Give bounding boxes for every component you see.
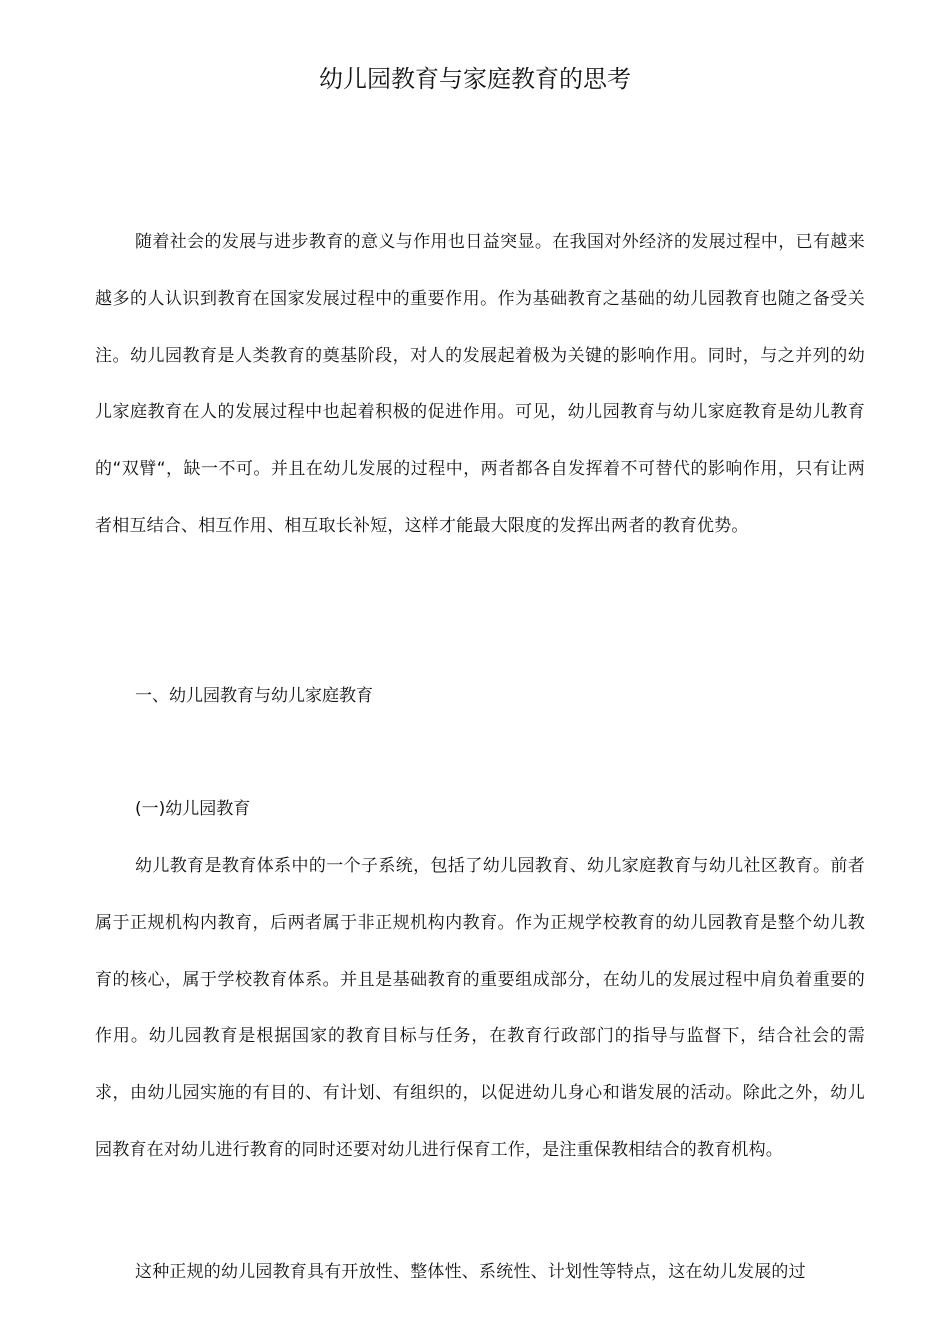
subsection-heading: (一)幼儿园教育 bbox=[135, 799, 251, 819]
intro-paragraph: 随着社会的发展与进步教育的意义与作用也日益突显。在我国对外经济的发展过程中，已有越来越多的人认识到教育在国家发展过程中的重要作用。作为基础教育之基础的幼儿园教育也随之备受关注。幼儿园教育是人类教育的奠基阶段，对人的发展起着极为关键的影响作用。同时，与之并列的幼儿家庭教育在人的发展过程中也起着积极的促进作用。可见，幼儿园教育与幼儿家庭教育是幼儿教育的“双臂“，缺一不可。并且在幼儿发展的过程中，两者都各自发挥着不可替代的影响作用，只有让两者相互结合、相互作用、相互取长补短，这样才能最大限度的发挥出两者的教育优势。 bbox=[95, 232, 865, 536]
body-paragraph-continued: 这种正规的幼儿园教育具有开放性、整体性、系统性、计划性等特点，这在幼儿发展的过 bbox=[135, 1262, 806, 1282]
body-paragraph: 幼儿教育是教育体系中的一个子系统，包括了幼儿园教育、幼儿家庭教育与幼儿社区教育。前者属于正规机构内教育，后两者属于非正规机构内教育。作为正规学校教育的幼儿园教育是整个幼儿教育的核心，属于学校教育体系。并且是基础教育的重要组成部分，在幼儿的发展过程中肩负着重要的作用。幼儿园教育是根据国家的教育目标与任务，在教育行政部门的指导与监督下，结合社会的需求，由幼儿园实施的有目的、有计划、有组织的，以促进幼儿身心和谐发展的活动。除此之外，幼儿园教育在对幼儿进行教育的同时还要对幼儿进行保育工作，是注重保教相结合的教育机构。 bbox=[95, 856, 865, 1160]
section-heading: 一、幼儿园教育与幼儿家庭教育 bbox=[135, 686, 373, 706]
document-title: 幼儿园教育与家庭教育的思考 bbox=[319, 65, 631, 93]
